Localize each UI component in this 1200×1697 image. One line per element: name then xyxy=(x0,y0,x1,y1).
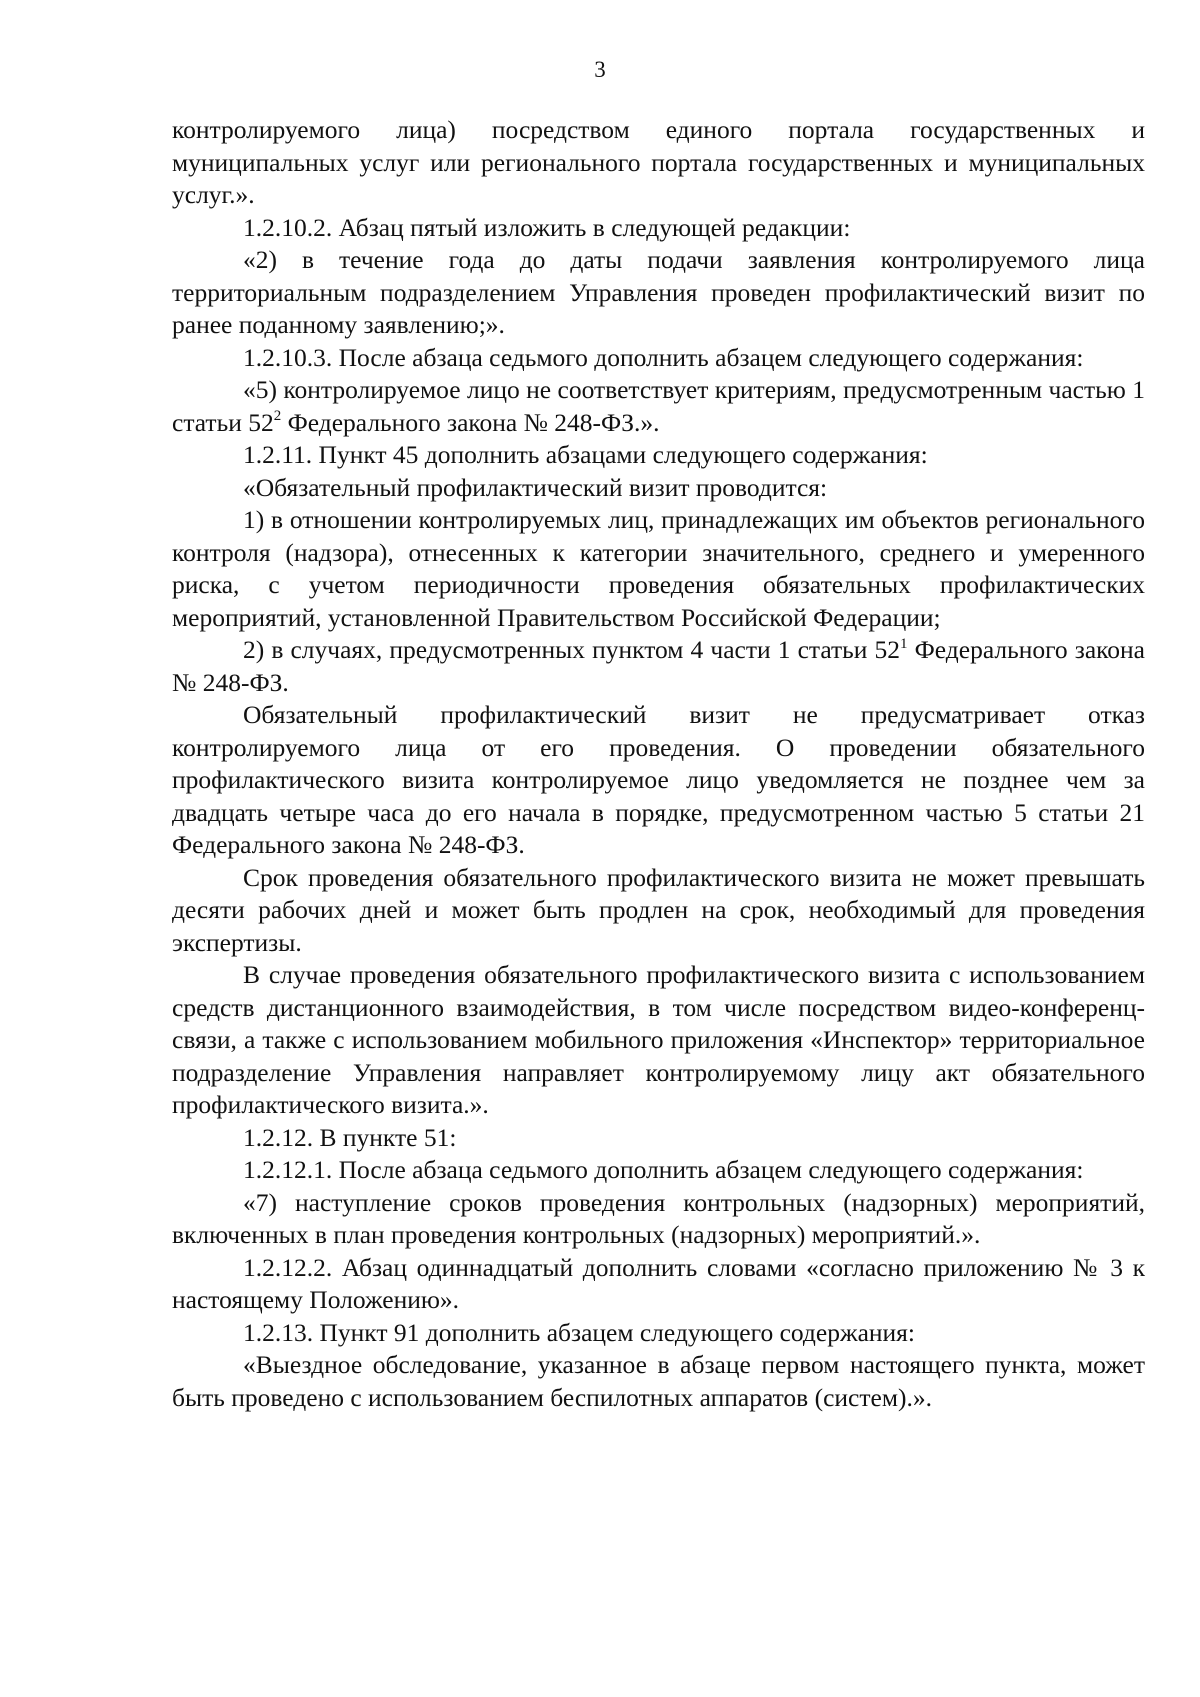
paragraph-drones: «Выездное обследование, указанное в абзаце первом настоящего пункта, может быть проведено с использованием беспилотных аппаратов (систем).». xyxy=(172,1350,1145,1412)
paragraph-1-2-12-1: 1.2.12.1. После абзаца седьмого дополнить абзацем следующего содержания: xyxy=(243,1155,1084,1184)
paragraph-portal-continuation: контролируемого лица) посредством единого портала государственных и муниципальных услуг или регионального портала государственных и муниципальных услуг.». xyxy=(172,115,1145,209)
paragraph-1-2-13: 1.2.13. Пункт 91 дополнить абзацем следующего содержания: xyxy=(243,1317,915,1347)
superscript: 1 xyxy=(900,635,908,652)
document-body xyxy=(172,114,1145,1414)
paragraph-item-2: 2) в случаях, предусмотренных пунктом 4 части 1 статьи $52^1$ Федерального закона № 248-ФЗ. xyxy=(172,635,1145,697)
paragraph-quote-5: «5) контролируемое лицо не соответствует критериям, предусмотренным частью 1 статьи $52^2$ Федерального закона № 248-ФЗ.». xyxy=(172,375,1145,437)
paragraph-no-refusal: Обязательный профилактический визит не предусматривает отказ контролируемого лица от его проведения. О проведении обязательного профилактического визита контролируемое лицо уведомляется не позднее чем за двадцать четыре часа до его начала в порядке, предусмотренном частью 5 статьи 21 Федерального закона № 248-ФЗ. xyxy=(172,700,1145,859)
paragraph-remote: В случае проведения обязательного профилактического визита с использованием средств дистанционного взаимодействия, в том числе посредством видео-конференц-связи, а также с использованием мобильного приложения «Инспектор» территориальное подразделение Управления направляет контролируемому лицу акт обязательного профилактического визита.». xyxy=(172,960,1145,1119)
paragraph-1-2-12: 1.2.12. В пункте 51: xyxy=(243,1122,457,1152)
paragraph-quote-7: «7) наступление сроков проведения контрольных (надзорных) мероприятий, включенных в план проведения контрольных (надзорных) мероприятий.». xyxy=(172,1187,1145,1249)
page-number: 3 xyxy=(594,57,606,82)
paragraph-1-2-12-2: 1.2.12.2. Абзац одиннадцатый дополнить словами «согласно приложению № 3 к настоящему Положению». xyxy=(172,1252,1145,1314)
paragraph-quote-2: «2) в течение года до даты подачи заявления контролируемого лица территориальным подразделением Управления проведен профилактический визит по ранее поданному заявлению;». xyxy=(172,245,1145,339)
superscript: 2 xyxy=(273,408,282,424)
paragraph-1-2-10-3: 1.2.10.3. После абзаца седьмого дополнить абзацем следующего содержания: xyxy=(243,342,1084,372)
paragraph-term: Срок проведения обязательного профилактического визита не может превышать десяти рабочих дней и может быть продлен на срок, необходимый для проведения экспертизы. xyxy=(172,862,1145,957)
paragraph-item-1: 1) в отношении контролируемых лиц, принадлежащих им объектов регионального контроля (надзора), отнесенных к категории значительного, среднего и умеренного риска, с учетом периодичности проведения обязательных профилактических мероприятий, установленной Правительством Российской Федерации; xyxy=(172,505,1145,632)
paragraph-1-2-10-2: 1.2.10.2. Абзац пятый изложить в следующей редакции: xyxy=(243,212,851,242)
paragraph-1-2-11: 1.2.11. Пункт 45 дополнить абзацами следующего содержания: xyxy=(243,440,928,469)
paragraph-visit-intro: «Обязательный профилактический визит проводится: xyxy=(243,472,828,502)
